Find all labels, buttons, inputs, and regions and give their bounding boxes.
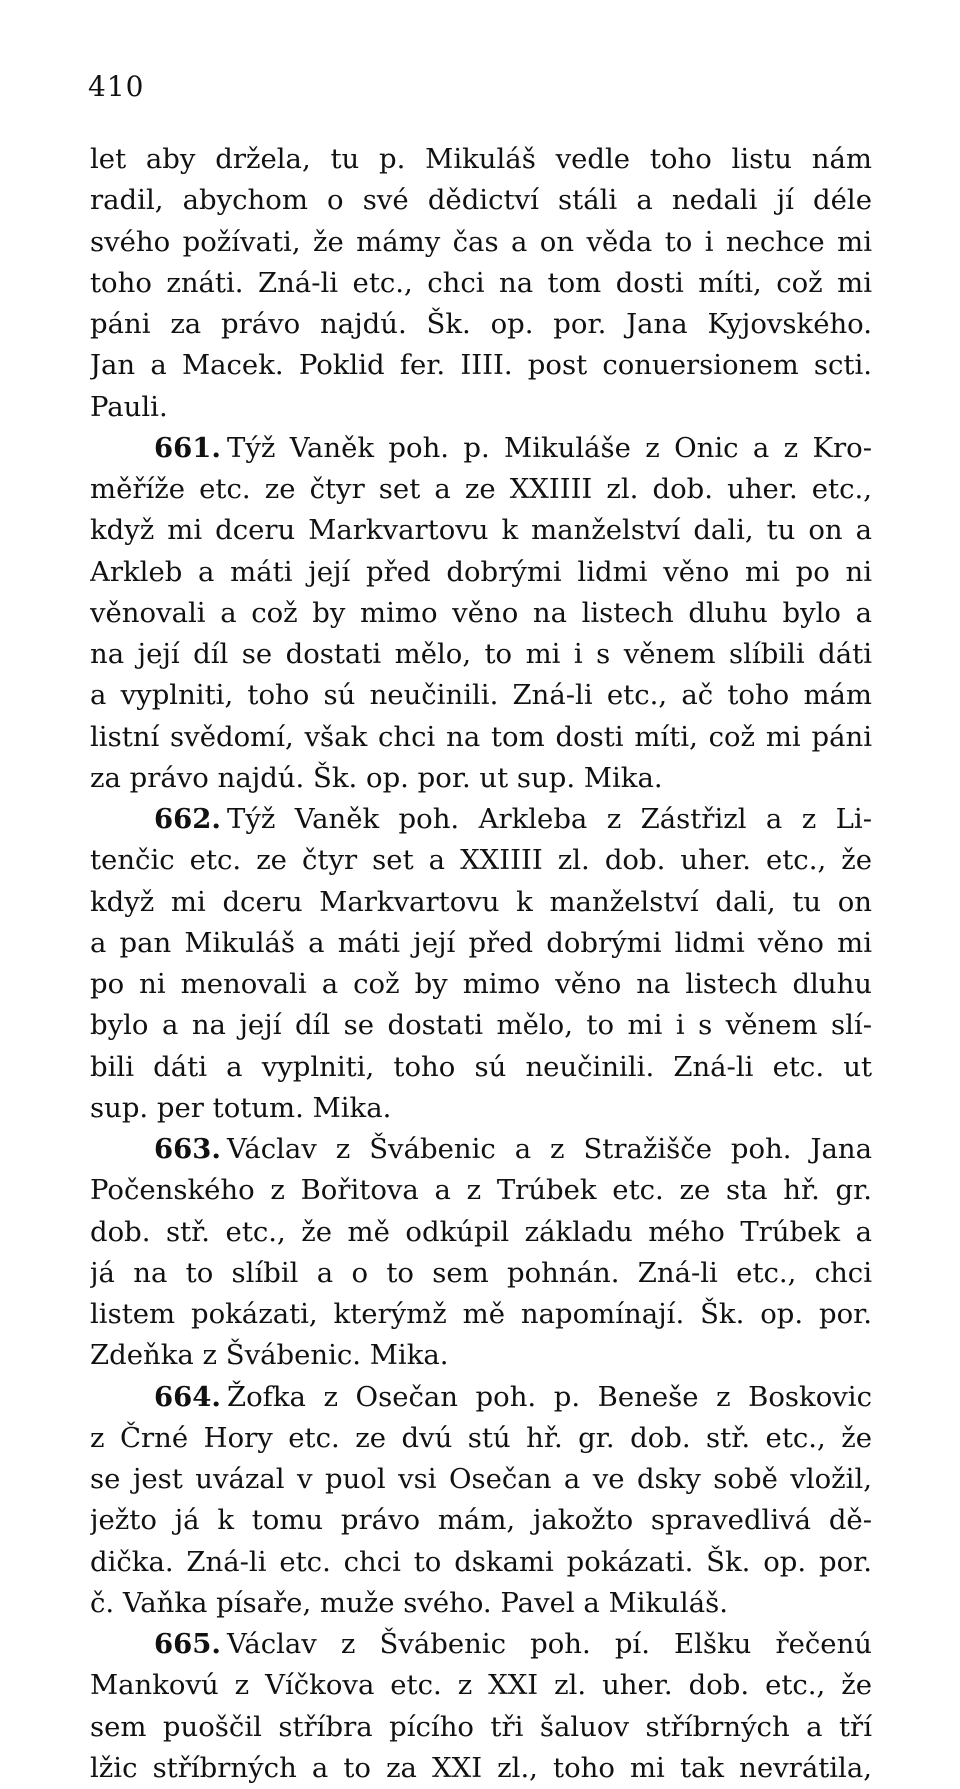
- text-line: [90, 717, 872, 758]
- text-line: [90, 1459, 872, 1500]
- text-line: [90, 840, 872, 881]
- entry-first-line: [90, 1624, 872, 1665]
- text-line: [90, 139, 872, 180]
- text-line: [90, 1005, 872, 1046]
- line-text: Arkleb a máti její před dobrými lidmi věno mi po ni: [90, 555, 872, 588]
- line-text: na její díl se dostati mělo, to mi i s věnem slíbili dáti: [90, 638, 872, 670]
- text-line: [90, 1335, 872, 1376]
- text-line: [90, 387, 872, 428]
- text-line: [90, 1665, 872, 1706]
- text-line: [90, 1294, 872, 1335]
- entry-first-line: [90, 1129, 872, 1170]
- line-text: páni za právo najdú. Šk. op. por. Jana Kyjovského.: [90, 308, 872, 340]
- line-text: Týž Vaněk poh. p. Mikuláše z Onic a z Kro-: [226, 431, 872, 464]
- entry-number: 663.: [154, 1133, 221, 1165]
- text-line: [90, 1748, 872, 1789]
- text-line: [90, 593, 872, 634]
- line-text: když mi dceru Markvartovu k manželství dali, tu on a: [90, 514, 872, 547]
- text-line: [90, 552, 872, 593]
- text-line: [90, 1212, 872, 1253]
- line-text: dob. stř. etc., že mě odkúpil základu mého Trúbek a: [90, 1215, 872, 1248]
- entry-number: 661.: [154, 431, 221, 464]
- line-text: lžic stříbrných a to za XXI zl., toho mi tak nevrátila,: [90, 1751, 872, 1784]
- entry-number: 665.: [154, 1628, 221, 1660]
- text-line: [90, 1088, 872, 1129]
- line-text: za právo najdú. Šk. op. por. ut sup. Mika.: [90, 761, 663, 794]
- text-line: [90, 882, 872, 923]
- line-text: bylo a na její díl se dostati mělo, to mi i s věnem slí-: [90, 1009, 872, 1042]
- text-line: [90, 675, 872, 716]
- page-number: 410: [88, 70, 145, 103]
- line-text: toho znáti. Zná-li etc., chci na tom dosti míti, což mi: [90, 266, 872, 299]
- text-line: [90, 345, 872, 386]
- line-text: a pan Mikuláš a máti její před dobrými lidmi věno mi: [90, 926, 872, 959]
- line-text: z Črné Hory etc. ze dvú stú hř. gr. dob. stř. etc., že: [90, 1421, 872, 1454]
- line-text: Zdeňka z Švábenic. Mika.: [90, 1339, 449, 1372]
- line-text: a vyplniti, toho sú neučinili. Zná-li etc., ač toho mám: [90, 679, 872, 712]
- line-text: měříže etc. ze čtyr set a ze XXIIII zl. dob. uher. etc.,: [90, 473, 872, 505]
- text-line: [90, 510, 872, 551]
- line-text: let aby držela, tu p. Mikuláš vedle toho listu nám: [90, 143, 872, 175]
- text-line: [90, 263, 872, 304]
- text-line: [90, 1418, 872, 1459]
- line-text: dička. Zná-li etc. chci to dskami pokázati. Šk. op. por.: [90, 1545, 872, 1578]
- text-line: [90, 964, 872, 1005]
- entry-number: 662.: [154, 803, 221, 835]
- entry-first-line: [90, 428, 872, 469]
- text-line: [90, 923, 872, 964]
- line-text: Počenského z Bořitova a z Trúbek etc. ze sta hř. gr.: [90, 1174, 872, 1207]
- line-text: bili dáti a vyplniti, toho sú neučinili. Zná-li etc. ut: [90, 1050, 872, 1083]
- text-line: [90, 1542, 872, 1583]
- entry-first-line: [90, 1377, 872, 1418]
- text-line: [90, 1500, 872, 1541]
- line-text: listní svědomí, však chci na tom dosti míti, což mi páni: [90, 720, 872, 753]
- line-text: radil, abychom o své dědictví stáli a nedali jí déle: [90, 184, 872, 217]
- text-line: [90, 1047, 872, 1088]
- text-line: [90, 1707, 872, 1748]
- text-line: [90, 180, 872, 221]
- line-text: když mi dceru Markvartovu k manželství dali, tu on: [90, 885, 872, 918]
- text-line: [90, 634, 872, 675]
- entry-number: 664.: [154, 1380, 221, 1413]
- text-line: [90, 1170, 872, 1211]
- line-text: Václav z Švábenic poh. pí. Elšku řečenú: [226, 1628, 872, 1660]
- text-line: [90, 758, 872, 799]
- line-text: Týž Vaněk poh. Arkleba z Zástřizl a z Li-: [226, 803, 872, 835]
- line-text: věnovali a což by mimo věno na listech dluhu bylo a: [90, 596, 872, 629]
- line-text: sup. per totum. Mika.: [90, 1091, 392, 1124]
- entry-first-line: [90, 799, 872, 840]
- line-text: tenčic etc. ze čtyr set a XXIIII zl. dob. uher. etc., že: [90, 844, 872, 877]
- line-text: Mankovú z Víčkova etc. z XXI zl. uher. dob. etc., že: [90, 1669, 872, 1702]
- line-text: Pauli.: [90, 390, 168, 423]
- line-text: po ni menovali a což by mimo věno na listech dluhu: [90, 968, 872, 1000]
- text-line: [90, 1253, 872, 1294]
- text-line: [90, 1583, 872, 1624]
- line-text: Václav z Švábenic a z Stražišče poh. Jana: [226, 1133, 872, 1165]
- line-text: se jest uvázal v puol vsi Osečan a ve dsky sobě vložil,: [90, 1463, 872, 1495]
- text-body: [90, 139, 872, 1789]
- text-line: [90, 469, 872, 510]
- line-text: já na to slíbil a o to sem pohnán. Zná-li etc., chci: [90, 1256, 872, 1289]
- line-text: č. Vaňka písaře, muže svého. Pavel a Mikuláš.: [90, 1586, 728, 1619]
- line-text: listem pokázati, kterýmž mě napomínají. Šk. op. por.: [90, 1298, 872, 1330]
- line-text: Žofka z Osečan poh. p. Beneše z Boskovic: [226, 1380, 872, 1413]
- text-line: [90, 304, 872, 345]
- line-text: svého požívati, že mámy čas a on věda to i nechce mi: [90, 225, 872, 258]
- line-text: Jan a Macek. Poklid fer. IIII. post conuersionem scti.: [90, 349, 872, 382]
- line-text: sem puoščil stříbra pícího tři šaluov stříbrných a tří: [90, 1710, 872, 1743]
- text-line: [90, 222, 872, 263]
- line-text: ježto já k tomu právo mám, jakožto spravedlivá dě-: [90, 1504, 872, 1537]
